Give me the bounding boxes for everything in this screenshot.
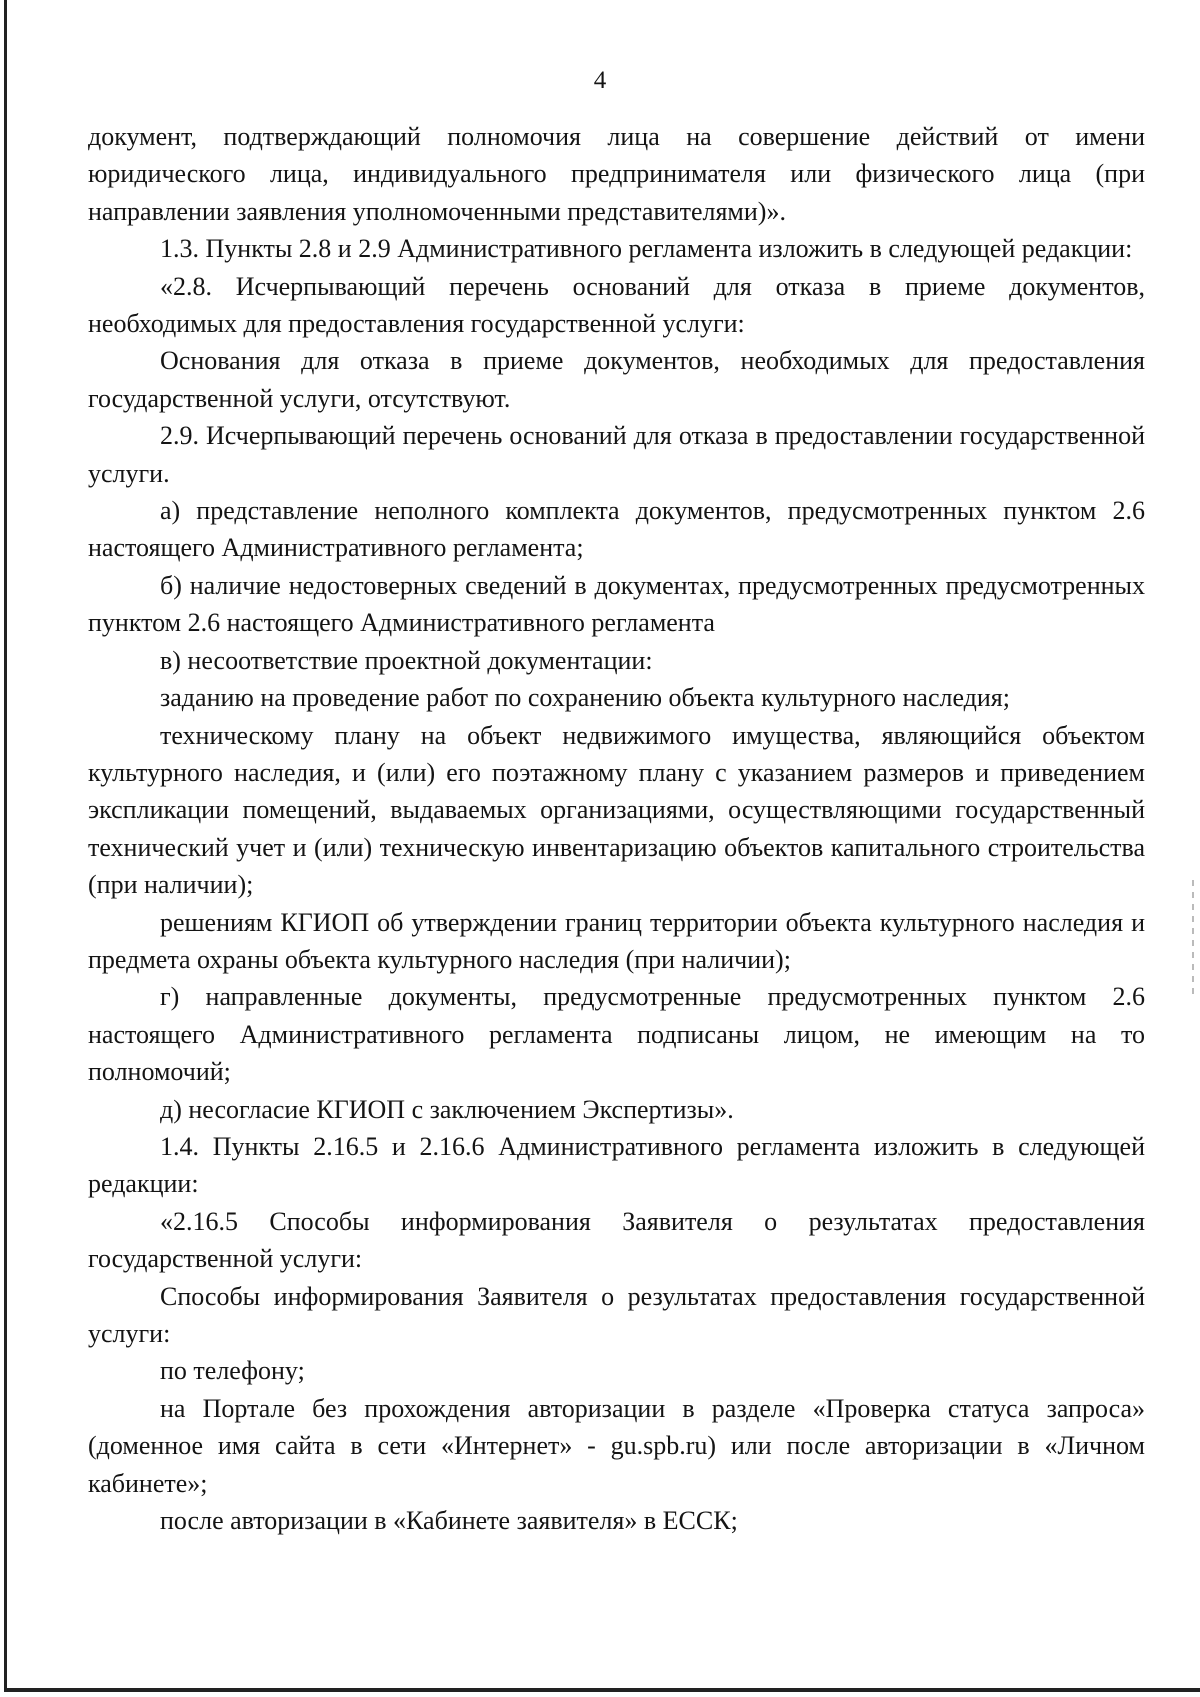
paragraph: Основания для отказа в приеме документов, необходимых для предоставления государственной услуги, отсутствуют. xyxy=(88,346,1145,413)
paragraph: заданию на проведение работ по сохранению объекта культурного наследия; xyxy=(160,683,1010,713)
paragraph: 1.3. Пункты 2.8 и 2.9 Административного регламента изложить в следующей редакции: xyxy=(160,234,1133,264)
paragraph: Способы информирования Заявителя о результатах предоставления государственной услуги: xyxy=(88,1281,1145,1348)
paragraph: б) наличие недостоверных сведений в документах, предусмотренных предусмотренных пунктом 2.6 настоящего Административного регламента xyxy=(88,570,1145,638)
document-body xyxy=(88,118,1145,1539)
scan-edge-marks xyxy=(1192,880,1194,1000)
paragraph: техническому плану на объект недвижимого имущества, являющийся объектом культурного наследия, и (или) его поэтажному плану с указанием размеров и приведением экспликации помещений, выдаваемых организациями, осуществляющими государственный технический учет и (или) техническую инвентаризацию объектов капитального строительства (при наличии); xyxy=(88,720,1145,900)
paragraph: решениям КГИОП об утверждении границ территории объекта культурного наследия и предмета охраны объекта культурного наследия (при наличии); xyxy=(88,907,1145,974)
paragraph: д) несогласие КГИОП с заключением Экспертизы». xyxy=(160,1094,734,1124)
paragraph: в) несоответствие проектной документации: xyxy=(160,645,653,675)
paragraph: а) представление неполного комплекта документов, предусмотренных пунктом 2.6 настоящего Административного регламента; xyxy=(88,496,1145,563)
paragraph: на Портале без прохождения авторизации в разделе «Проверка статуса запроса» (доменное имя сайта в сети «Интернет» - gu.spb.ru) или после авторизации в «Личном кабинете»; xyxy=(88,1393,1145,1498)
paragraph: по телефону; xyxy=(160,1356,305,1386)
page-border-bottom xyxy=(4,1688,1200,1692)
page-border-left xyxy=(4,0,7,1690)
paragraph: «2.16.5 Способы информирования Заявителя о результатах предоставления государственной услуги: xyxy=(88,1206,1145,1274)
page-number: 4 xyxy=(593,67,607,94)
paragraph: г) направленные документы, предусмотренные предусмотренных пунктом 2.6 настоящего Административного регламента подписаны лицом, не имеющим на то полномочий; xyxy=(88,982,1145,1087)
paragraph: документ, подтверждающий полномочия лица на совершение действий от имени юридического лица, индивидуального предпринимателя или физического лица (при направлении заявления уполномоченными представителями)». xyxy=(88,122,1145,226)
paragraph: 2.9. Исчерпывающий перечень оснований для отказа в предоставлении государственной услуги. xyxy=(88,421,1145,488)
paragraph: после авторизации в «Кабинете заявителя» в ЕССК; xyxy=(160,1506,738,1536)
paragraph: 1.4. Пункты 2.16.5 и 2.16.6 Административного регламента изложить в следующей редакции: xyxy=(88,1131,1145,1199)
paragraph: «2.8. Исчерпывающий перечень оснований для отказа в приеме документов, необходимых для предоставления государственной услуги: xyxy=(88,271,1145,339)
